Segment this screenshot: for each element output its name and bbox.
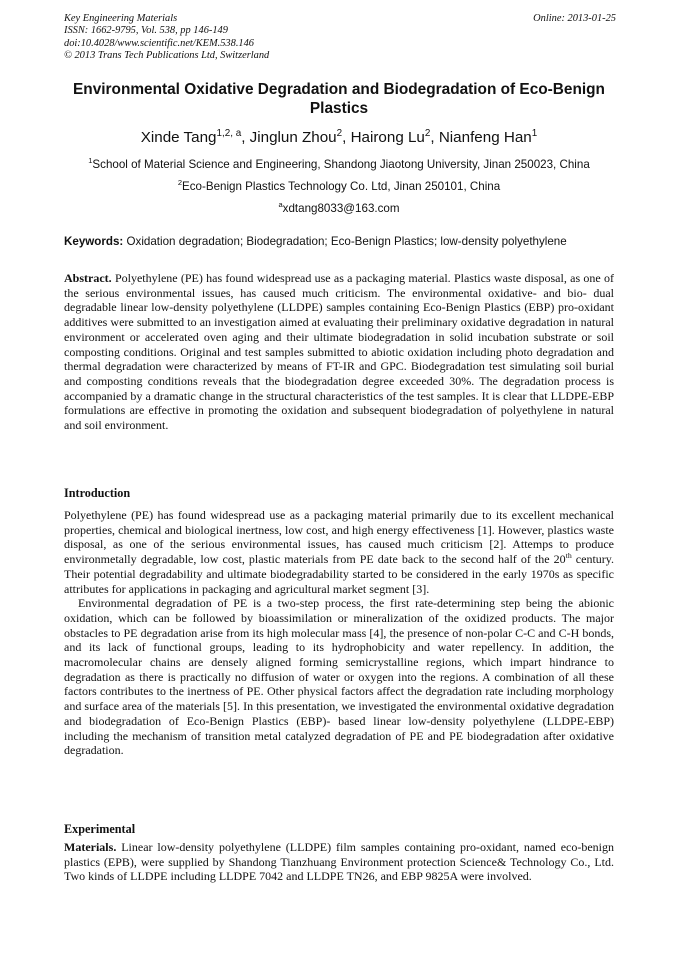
- section-heading-experimental: Experimental: [64, 822, 136, 836]
- copyright-line: © 2013 Trans Tech Publications Ltd, Switzerland: [64, 50, 270, 62]
- keywords: [64, 234, 618, 249]
- author-affil-mark: 1,2, a: [216, 127, 242, 139]
- affil-mark: a: [278, 200, 283, 210]
- intro-p1-text-a: Polyethylene (PE) has found widespread use as a packaging material primarily due to its excellent mechanical properties, chemical and biological inertness, low cost, and high energy effectiveness [1]. However, plastics waste disposal, as one of the serious environmental issues, has caused much criticism [2]. Attemps to produce environmetally degradable, low cost, plastic materials from PE date back to the second half of the 20: [64, 508, 614, 567]
- author-separator: ,: [342, 129, 351, 146]
- abstract: [64, 271, 614, 433]
- author-email: [40, 202, 638, 216]
- affiliation-1: [40, 158, 638, 172]
- journal-header: [64, 13, 269, 63]
- author-separator: ,: [430, 129, 439, 146]
- keywords-label: Keywords:: [64, 235, 124, 248]
- introduction-body: [64, 508, 614, 758]
- author-separator: ,: [241, 129, 250, 146]
- materials-text: Linear low-density polyethylene (LLDPE) film samples containing pro-oxidant, named eco-benign plastics (EPB), were supplied by Shandong Tianzhuang Environment protection Science& Technology Co., Ltd. Two kinds of LLDPE including LLDPE 7042 and LLDPE TN26, and EBP 9825A were involved.: [64, 840, 615, 884]
- affil-mark: 1: [88, 156, 93, 166]
- affil-text: Eco-Benign Plastics Technology Co. Ltd, Jinan 250101, China: [182, 180, 501, 193]
- author-affil-mark: 2: [336, 127, 343, 139]
- doi-line: doi:10.4028/www.scientific.net/KEM.538.146: [64, 37, 254, 49]
- issn-line: ISSN: 1662-9795, Vol. 538, pp 146-149: [64, 25, 228, 37]
- journal-name: Key Engineering Materials: [64, 13, 178, 24]
- email-text: xdtang8033@163.com: [282, 202, 400, 215]
- author-name: Xinde Tang: [140, 129, 217, 146]
- author-name: Jinglun Zhou: [249, 129, 337, 146]
- affil-mark: 2: [177, 178, 183, 188]
- online-date: Online: 2013-01-25: [533, 13, 616, 24]
- affiliation-2: [40, 180, 638, 194]
- abstract-text: Polyethylene (PE) has found widespread use as a packaging material. Plastics waste disposal, as one of the serious environmental issues, has caused much criticism. The environmental oxidative- and bio- dual degradable linear low-density polyethylene (LLDPE) samples containing Eco-Benign Plastics (EBP) pro-oxidant additives were submitted to an investigation aimed at evaluating their preliminary oxidative degradation in natural environment or accelerated oven aging and their ultimate biodegradation in solid incubation substrate or soil composting conditions. Original and test samples submitted to abiotic oxidation including photo degradation and thermal degradation were characterized by means of FT-IR and GPC. Biodegradation test simulating soil burial and composting conditions reveals that the biodegradation degree exceeded 30%. The degradation process is accompanied by a dramatic change in the structural characteristics of the test samples. It is clear that LLDPE-EBP formulations are effective in promoting the oxidation and subsequent biodegradation of polyethylene in natural and soil environment.: [64, 271, 614, 433]
- intro-paragraph-1: [64, 508, 614, 596]
- intro-p1-sup: th: [565, 551, 572, 561]
- section-heading-introduction: Introduction: [64, 486, 131, 500]
- abstract-label: Abstract.: [64, 271, 112, 285]
- author-name: Nianfeng Han: [438, 129, 532, 146]
- keywords-text: Oxidation degradation; Biodegradation; Eco-Benign Plastics; low-density polyethylene: [126, 235, 567, 248]
- intro-p1-text-b: century. Their potential degradability and ultimate biodegradability started to be considered in the early 1970s as specific attributes for applications in packaging and agricultural market segment [3].: [64, 552, 615, 596]
- intro-paragraph-2: Environmental degradation of PE is a two-step process, the first rate-determining step being the abionic oxidation, which can be followed by bioassimilation or mineralization of the oxidized products. The major obstacles to PE degradation arise from its high molecular mass [4], the presence of non-polar C-C and C-H bonds, and its lack of functional groups, leading to its hydrophobicity and water repellency. In addition, the macromolecular chains are densely aligned forming semicrystalline regions, which impart hindrance to degradation as there is practically no diffusion of water or oxygen into the regions. A combination of all these factors contributes to the inertness of PE. Other physical factors affect the degradation rate including morphology and surface area of the materials [5]. In this presentation, we investigated the environmental oxidative degradation and biodegradation of Eco-Benign Plastics (EBP)- based linear low-density polyethylene (LLDPE-EBP) including the mechanism of transition metal catalyzed degradation of PE and PE biodegradation after oxidative degradation.: [64, 596, 614, 758]
- author-name: Hairong Lu: [350, 129, 425, 146]
- materials-paragraph: [64, 840, 614, 884]
- affil-text: School of Material Science and Engineering, Shandong Jiaotong University, Jinan 250023, China: [92, 158, 590, 171]
- author-list: [40, 129, 638, 147]
- author-affil-mark: 1: [531, 127, 538, 139]
- materials-label: Materials.: [64, 840, 117, 854]
- experimental-body: [64, 840, 614, 884]
- paper-title: Environmental Oxidative Degradation and Biodegradation of Eco-Benign Plastics: [73, 81, 605, 117]
- author-affil-mark: 2: [424, 127, 431, 139]
